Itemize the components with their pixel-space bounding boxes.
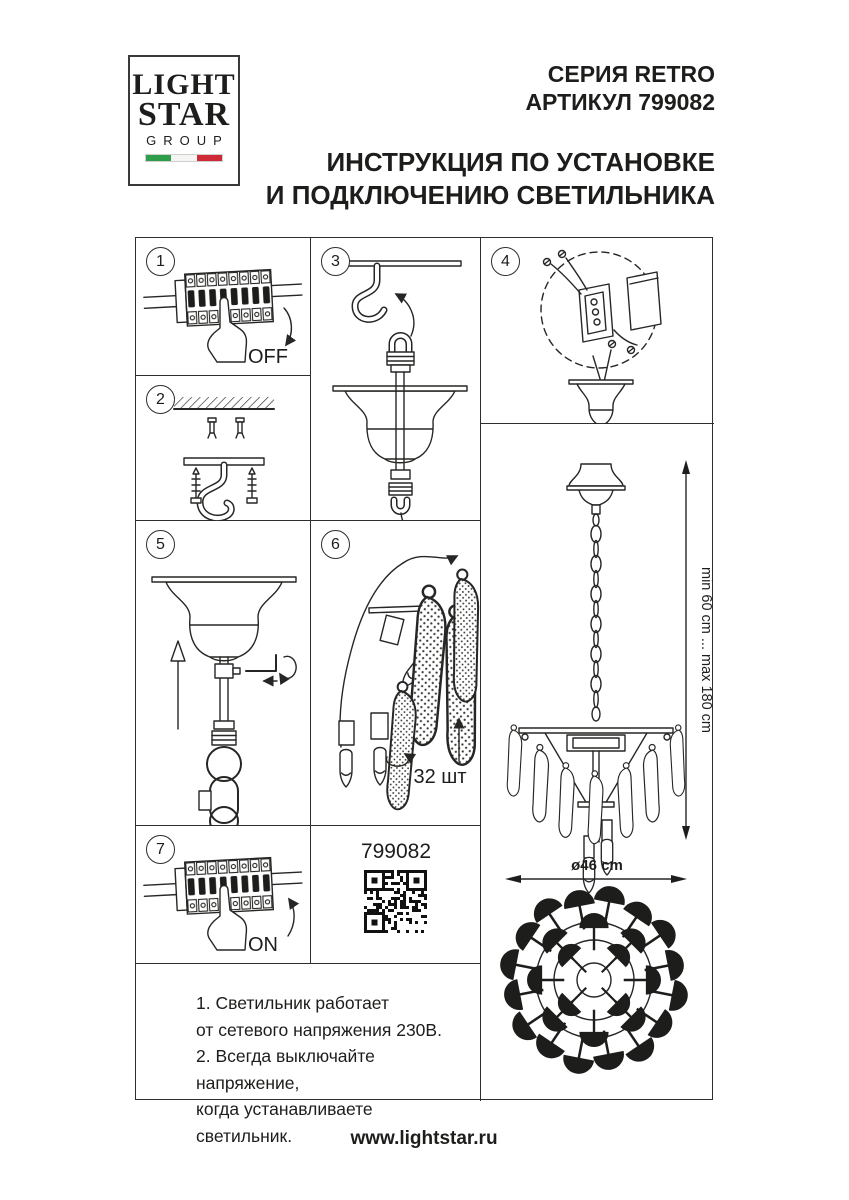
canopy-bell [166, 582, 282, 657]
height-range-label: min 60 cm ... max 180 cm [698, 567, 714, 733]
glass-pendant [559, 763, 574, 838]
flag-white [171, 155, 196, 161]
chain [591, 514, 601, 721]
diameter-dimension [505, 857, 687, 883]
chandelier-dimensions-illustration [481, 424, 714, 1101]
screw-collar [215, 664, 233, 678]
height-dimension [682, 460, 714, 840]
glass-pendant [588, 771, 603, 844]
step-3-panel [311, 238, 481, 521]
hex-key-icon [246, 655, 276, 671]
step-number: 6 [321, 530, 350, 559]
glass-pendant [507, 725, 521, 796]
dimensions-panel [481, 424, 714, 1101]
step-2-panel [136, 376, 311, 521]
step-number: 3 [321, 247, 350, 276]
off-label: OFF [248, 346, 288, 368]
arrow-to-hook-icon [396, 294, 414, 336]
hang-canopy-illustration [311, 238, 481, 521]
diameter-label: ø46 cm [571, 857, 623, 874]
step-4-panel [481, 238, 714, 424]
glass-pendant [618, 763, 633, 838]
step-number: 2 [146, 385, 175, 414]
canopy-bell [569, 464, 623, 486]
glass-pendant [533, 744, 549, 821]
flag-green [146, 155, 171, 161]
arrow-up-icon [288, 899, 294, 936]
canopy-fixing-illustration [136, 521, 311, 826]
step-7-panel [136, 826, 311, 964]
logo-star: STAR [137, 95, 231, 133]
arrow-down-icon [284, 308, 291, 345]
qr-panel [311, 826, 481, 964]
article-label: АРТИКУЛ 799082 [525, 89, 715, 116]
step-number: 4 [491, 247, 520, 276]
series-label: СЕРИЯ RETRO [547, 61, 715, 87]
step-6-panel [311, 521, 481, 826]
chandelier-top-view [498, 884, 690, 1076]
lightstar-logo [128, 55, 240, 186]
step-number: 5 [146, 530, 175, 559]
article-number: 799082 [360, 840, 432, 863]
rotate-arrow-icon [280, 656, 296, 678]
safety-notes: 1. Светильник работает от сетевого напряжения 230В. 2. Всегда выключайте напряжение, когда устанавливаете светильник. [196, 993, 442, 1146]
logo-group: GROUP [146, 132, 229, 148]
glass-pendant [644, 744, 660, 821]
glass-pendant [450, 569, 481, 702]
candle-bulb-icon [374, 748, 386, 786]
header [250, 60, 715, 211]
italian-flag-bar [145, 154, 223, 162]
footer-url: www.lightstar.ru [350, 1128, 498, 1149]
flag-red [197, 155, 222, 161]
screw-icon [191, 468, 201, 503]
set-screw [233, 668, 240, 674]
screw-icon [247, 468, 257, 503]
glass-pendant [387, 682, 417, 810]
hook-on-arrow-icon [403, 556, 457, 563]
step-5-panel [136, 521, 311, 826]
step-1-panel [136, 238, 311, 376]
anchor-bolt-icon [236, 418, 244, 438]
qr-code [311, 826, 481, 964]
chain-link [207, 747, 241, 781]
hang-pendants-illustration [311, 521, 481, 826]
page-title: ИНСТРУКЦИЯ ПО УСТАНОВКЕ И ПОДКЛЮЧЕНИЮ СВЕТИЛЬНИКА [265, 147, 715, 210]
anchor-bolt-icon [208, 418, 216, 438]
glass-pendant [670, 725, 684, 796]
step-number: 1 [146, 247, 175, 276]
canopy-bell [345, 391, 455, 459]
on-label: ON [248, 934, 278, 956]
frame-ring [519, 728, 673, 733]
pendant-count-label: 32 шт [413, 766, 467, 788]
chain-link [210, 777, 238, 823]
logo-light: LIGHT [132, 68, 236, 101]
step-number: 7 [146, 835, 175, 864]
candle-bulb-icon [340, 750, 352, 788]
